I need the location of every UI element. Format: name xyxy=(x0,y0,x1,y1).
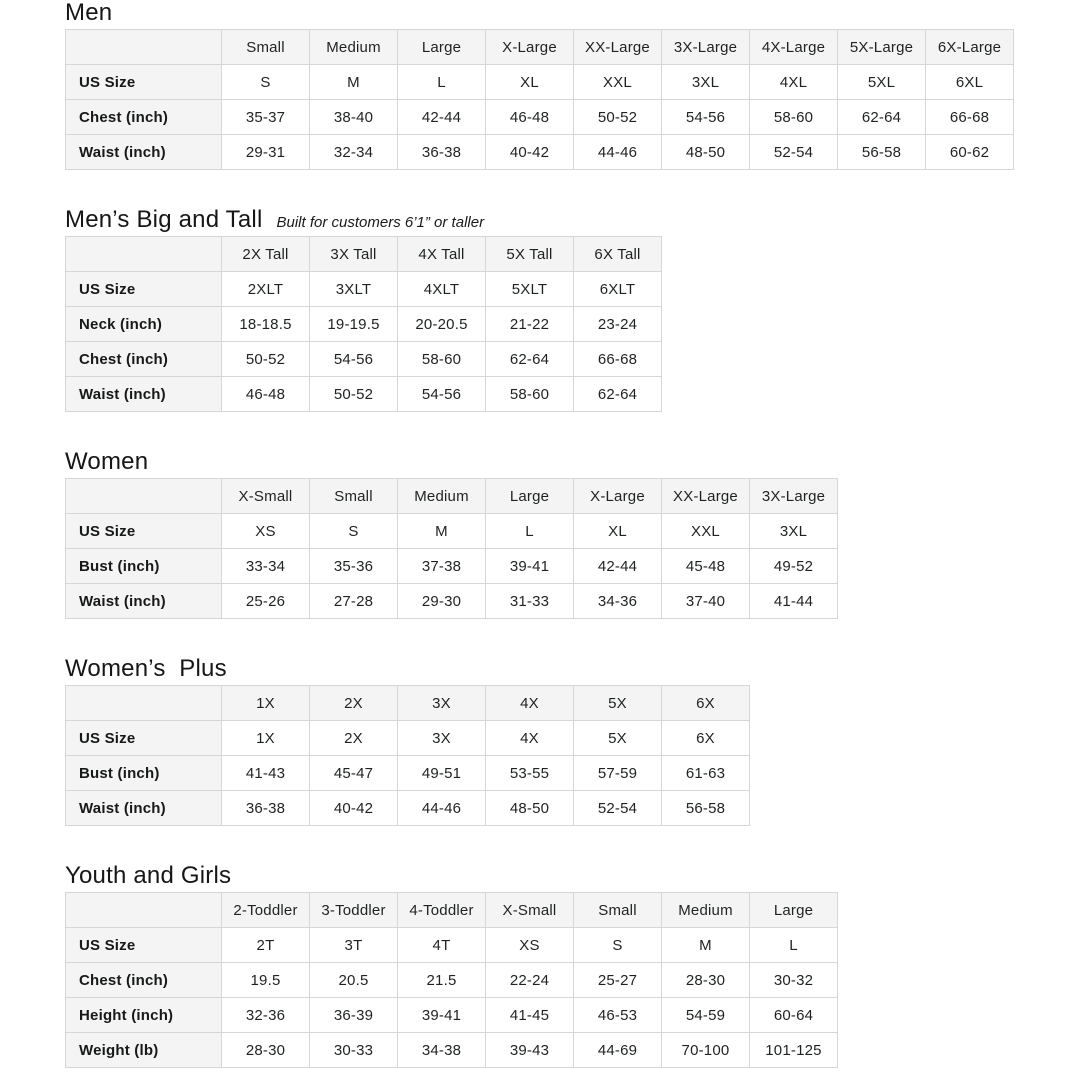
size-cell: 18-18.5 xyxy=(222,307,310,342)
size-section xyxy=(65,208,1080,412)
section-title: Women xyxy=(65,448,149,475)
table-row xyxy=(66,514,838,549)
size-cell: 3X xyxy=(398,721,486,756)
size-cell: 34-36 xyxy=(574,584,662,619)
size-cell: 66-68 xyxy=(926,100,1014,135)
size-cell: 25-27 xyxy=(574,963,662,998)
table-row xyxy=(66,272,662,307)
size-cell: 6XLT xyxy=(574,272,662,307)
size-cell: 25-26 xyxy=(222,584,310,619)
column-header: 6X-Large xyxy=(926,30,1014,65)
column-header: 6X xyxy=(662,686,750,721)
row-label: Bust (inch) xyxy=(66,756,222,791)
size-cell: 54-59 xyxy=(662,998,750,1033)
size-cell: 2T xyxy=(222,928,310,963)
table-row xyxy=(66,721,750,756)
row-label: Chest (inch) xyxy=(66,963,222,998)
table-row xyxy=(66,756,750,791)
size-cell: 37-40 xyxy=(662,584,750,619)
size-cell: 50-52 xyxy=(574,100,662,135)
size-cell: M xyxy=(398,514,486,549)
row-label: Bust (inch) xyxy=(66,549,222,584)
table-row xyxy=(66,998,838,1033)
column-header: X-Large xyxy=(574,479,662,514)
size-section xyxy=(65,1,1080,170)
column-header: 4-Toddler xyxy=(398,893,486,928)
table-row xyxy=(66,100,1014,135)
size-cell: 20-20.5 xyxy=(398,307,486,342)
column-header: Medium xyxy=(310,30,398,65)
size-cell: XXL xyxy=(662,514,750,549)
table-header-row xyxy=(66,30,1014,65)
table-header-row xyxy=(66,479,838,514)
size-cell: 41-43 xyxy=(222,756,310,791)
row-label: Weight (lb) xyxy=(66,1033,222,1068)
corner-cell xyxy=(66,893,222,928)
size-cell: 45-48 xyxy=(662,549,750,584)
size-cell: 37-38 xyxy=(398,549,486,584)
section-header xyxy=(65,657,1080,681)
column-header: Large xyxy=(750,893,838,928)
size-table xyxy=(65,29,1014,170)
size-table xyxy=(65,236,662,412)
row-label: Chest (inch) xyxy=(66,100,222,135)
size-cell: 35-36 xyxy=(310,549,398,584)
size-cell: 2X xyxy=(310,721,398,756)
table-row xyxy=(66,1033,838,1068)
size-cell: 46-53 xyxy=(574,998,662,1033)
section-header xyxy=(65,450,1080,474)
size-cell: XL xyxy=(574,514,662,549)
size-cell: 36-39 xyxy=(310,998,398,1033)
size-cell: 36-38 xyxy=(398,135,486,170)
table-row xyxy=(66,963,838,998)
column-header: 2X xyxy=(310,686,398,721)
size-cell: S xyxy=(310,514,398,549)
section-title: Men’s Big and Tall xyxy=(65,206,263,233)
section-title: Men xyxy=(65,0,113,26)
size-cell: XXL xyxy=(574,65,662,100)
size-cell: 40-42 xyxy=(486,135,574,170)
size-cell: 54-56 xyxy=(398,377,486,412)
size-cell: 28-30 xyxy=(222,1033,310,1068)
size-cell: 23-24 xyxy=(574,307,662,342)
size-cell: 58-60 xyxy=(398,342,486,377)
size-cell: 44-46 xyxy=(398,791,486,826)
column-header: X-Small xyxy=(486,893,574,928)
column-header: 3X-Large xyxy=(662,30,750,65)
column-header: 4X Tall xyxy=(398,237,486,272)
size-cell: 42-44 xyxy=(574,549,662,584)
size-cell: 5XLT xyxy=(486,272,574,307)
size-cell: 39-41 xyxy=(486,549,574,584)
size-cell: 61-63 xyxy=(662,756,750,791)
size-cell: XL xyxy=(486,65,574,100)
section-subtitle: Built for customers 6’1” or taller xyxy=(276,214,485,231)
size-cell: 44-69 xyxy=(574,1033,662,1068)
size-cell: 21.5 xyxy=(398,963,486,998)
corner-cell xyxy=(66,686,222,721)
table-row xyxy=(66,65,1014,100)
row-label: Waist (inch) xyxy=(66,377,222,412)
column-header: 2-Toddler xyxy=(222,893,310,928)
size-cell: 6X xyxy=(662,721,750,756)
size-cell: 62-64 xyxy=(486,342,574,377)
size-cell: 62-64 xyxy=(838,100,926,135)
size-cell: 3XL xyxy=(662,65,750,100)
column-header: 4X xyxy=(486,686,574,721)
size-cell: 5XL xyxy=(838,65,926,100)
table-row xyxy=(66,928,838,963)
column-header: 3-Toddler xyxy=(310,893,398,928)
size-cell: M xyxy=(310,65,398,100)
table-row xyxy=(66,377,662,412)
table-row xyxy=(66,342,662,377)
column-header: Medium xyxy=(662,893,750,928)
size-cell: 62-64 xyxy=(574,377,662,412)
size-cell: 6XL xyxy=(926,65,1014,100)
size-cell: 36-38 xyxy=(222,791,310,826)
row-label: US Size xyxy=(66,514,222,549)
size-cell: 38-40 xyxy=(310,100,398,135)
size-cell: 4XLT xyxy=(398,272,486,307)
size-cell: 3XL xyxy=(750,514,838,549)
size-cell: 52-54 xyxy=(574,791,662,826)
size-cell: 32-36 xyxy=(222,998,310,1033)
size-cell: 4X xyxy=(486,721,574,756)
size-section xyxy=(65,450,1080,619)
column-header: Large xyxy=(486,479,574,514)
size-cell: 39-41 xyxy=(398,998,486,1033)
section-title: Women’s Plus xyxy=(65,655,227,682)
size-cell: 30-33 xyxy=(310,1033,398,1068)
size-cell: 2XLT xyxy=(222,272,310,307)
size-cell: 27-28 xyxy=(310,584,398,619)
column-header: 5X-Large xyxy=(838,30,926,65)
size-cell: 19.5 xyxy=(222,963,310,998)
table-row xyxy=(66,549,838,584)
size-cell: XS xyxy=(486,928,574,963)
size-cell: 5X xyxy=(574,721,662,756)
size-cell: S xyxy=(574,928,662,963)
table-header-row xyxy=(66,893,838,928)
column-header: XX-Large xyxy=(662,479,750,514)
row-label: Waist (inch) xyxy=(66,791,222,826)
size-cell: 54-56 xyxy=(310,342,398,377)
size-cell: 49-51 xyxy=(398,756,486,791)
size-cell: 54-56 xyxy=(662,100,750,135)
section-header xyxy=(65,864,1080,888)
size-cell: 22-24 xyxy=(486,963,574,998)
corner-cell xyxy=(66,237,222,272)
size-cell: 57-59 xyxy=(574,756,662,791)
size-cell: 41-45 xyxy=(486,998,574,1033)
size-table xyxy=(65,478,838,619)
size-cell: 30-32 xyxy=(750,963,838,998)
size-cell: L xyxy=(750,928,838,963)
column-header: 5X Tall xyxy=(486,237,574,272)
column-header: 6X Tall xyxy=(574,237,662,272)
size-cell: M xyxy=(662,928,750,963)
column-header: 1X xyxy=(222,686,310,721)
table-row xyxy=(66,135,1014,170)
size-cell: 42-44 xyxy=(398,100,486,135)
size-cell: 46-48 xyxy=(486,100,574,135)
size-cell: 41-44 xyxy=(750,584,838,619)
size-cell: 58-60 xyxy=(486,377,574,412)
column-header: Small xyxy=(222,30,310,65)
column-header: Small xyxy=(310,479,398,514)
size-cell: 33-34 xyxy=(222,549,310,584)
size-cell: 21-22 xyxy=(486,307,574,342)
size-cell: 56-58 xyxy=(662,791,750,826)
row-label: Waist (inch) xyxy=(66,584,222,619)
size-cell: 48-50 xyxy=(662,135,750,170)
size-cell: S xyxy=(222,65,310,100)
row-label: Height (inch) xyxy=(66,998,222,1033)
table-header-row xyxy=(66,237,662,272)
size-cell: 101-125 xyxy=(750,1033,838,1068)
size-cell: 39-43 xyxy=(486,1033,574,1068)
table-header-row xyxy=(66,686,750,721)
size-cell: 1X xyxy=(222,721,310,756)
size-cell: 3T xyxy=(310,928,398,963)
table-row xyxy=(66,584,838,619)
size-cell: 60-62 xyxy=(926,135,1014,170)
row-label: Chest (inch) xyxy=(66,342,222,377)
size-cell: 70-100 xyxy=(662,1033,750,1068)
size-cell: 53-55 xyxy=(486,756,574,791)
corner-cell xyxy=(66,479,222,514)
size-cell: 29-30 xyxy=(398,584,486,619)
size-cell: 4XL xyxy=(750,65,838,100)
section-header xyxy=(65,1,1080,25)
column-header: Small xyxy=(574,893,662,928)
size-section xyxy=(65,657,1080,826)
column-header: X-Small xyxy=(222,479,310,514)
size-cell: 58-60 xyxy=(750,100,838,135)
section-title: Youth and Girls xyxy=(65,862,232,889)
table-row xyxy=(66,307,662,342)
size-cell: 45-47 xyxy=(310,756,398,791)
corner-cell xyxy=(66,30,222,65)
size-cell: 50-52 xyxy=(310,377,398,412)
column-header: 5X xyxy=(574,686,662,721)
size-cell: 28-30 xyxy=(662,963,750,998)
size-cell: 19-19.5 xyxy=(310,307,398,342)
column-header: X-Large xyxy=(486,30,574,65)
size-cell: 40-42 xyxy=(310,791,398,826)
size-cell: 49-52 xyxy=(750,549,838,584)
column-header: 4X-Large xyxy=(750,30,838,65)
size-cell: 3XLT xyxy=(310,272,398,307)
row-label: US Size xyxy=(66,928,222,963)
column-header: Large xyxy=(398,30,486,65)
size-table xyxy=(65,685,750,826)
column-header: Medium xyxy=(398,479,486,514)
size-cell: 44-46 xyxy=(574,135,662,170)
size-cell: 50-52 xyxy=(222,342,310,377)
size-cell: L xyxy=(486,514,574,549)
size-cell: L xyxy=(398,65,486,100)
size-section xyxy=(65,864,1080,1068)
row-label: Neck (inch) xyxy=(66,307,222,342)
column-header: 2X Tall xyxy=(222,237,310,272)
size-cell: 29-31 xyxy=(222,135,310,170)
size-cell: 32-34 xyxy=(310,135,398,170)
row-label: US Size xyxy=(66,65,222,100)
size-cell: 66-68 xyxy=(574,342,662,377)
size-cell: 46-48 xyxy=(222,377,310,412)
size-cell: 34-38 xyxy=(398,1033,486,1068)
row-label: US Size xyxy=(66,272,222,307)
column-header: XX-Large xyxy=(574,30,662,65)
size-cell: 31-33 xyxy=(486,584,574,619)
section-header xyxy=(65,208,1080,232)
table-row xyxy=(66,791,750,826)
row-label: Waist (inch) xyxy=(66,135,222,170)
size-cell: 4T xyxy=(398,928,486,963)
column-header: 3X Tall xyxy=(310,237,398,272)
size-cell: 56-58 xyxy=(838,135,926,170)
size-cell: 52-54 xyxy=(750,135,838,170)
column-header: 3X xyxy=(398,686,486,721)
column-header: 3X-Large xyxy=(750,479,838,514)
size-cell: 48-50 xyxy=(486,791,574,826)
size-cell: 20.5 xyxy=(310,963,398,998)
size-cell: 35-37 xyxy=(222,100,310,135)
row-label: US Size xyxy=(66,721,222,756)
size-cell: XS xyxy=(222,514,310,549)
size-table xyxy=(65,892,838,1068)
size-cell: 60-64 xyxy=(750,998,838,1033)
